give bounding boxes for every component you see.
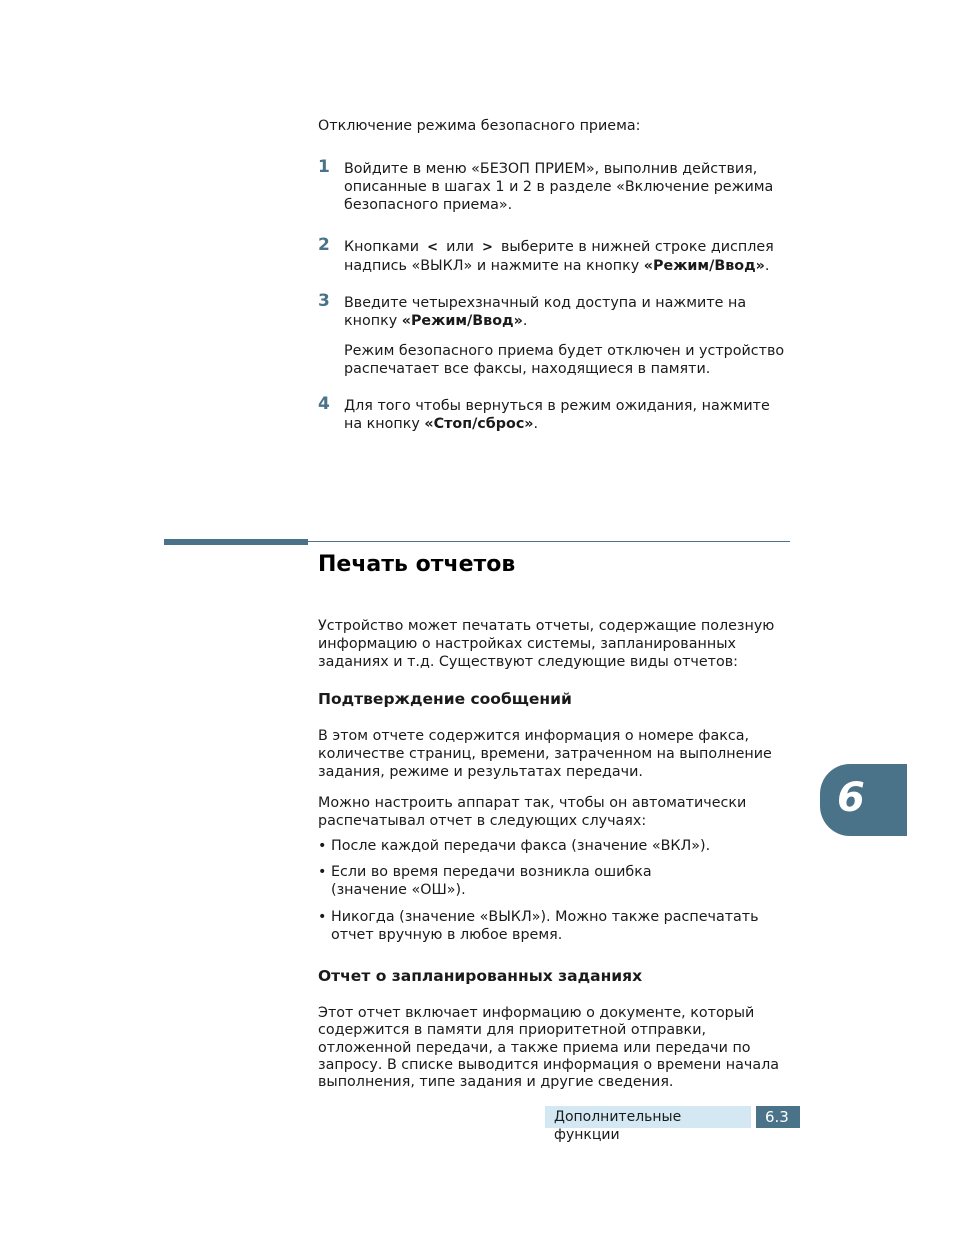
list-item-text: отчет вручную в любое время. (331, 927, 563, 943)
section-rule-thick (164, 539, 308, 545)
punct: . (533, 416, 539, 432)
step-text: на кнопку (344, 416, 425, 432)
list-item-text: После каждой передачи факса (значение «ВКЛ»). (331, 838, 711, 854)
step-line: Войдите в меню «БЕЗОП ПРИЕМ», выполнив действия, (344, 161, 758, 177)
chevron-left-icon: < (427, 240, 439, 255)
step-4 (344, 397, 804, 433)
para-line: В этом отчете содержится информация о номере факса, (318, 728, 750, 744)
para-line: отложенной передачи, а также приема или передачи по (318, 1039, 751, 1056)
step-2 (344, 238, 804, 275)
step-text: Введите четырехзначный код доступа и нажмите на (344, 295, 747, 311)
para-line: заданиях и т.д. Существуют следующие виды отчетов: (318, 654, 738, 670)
step-number: 3 (318, 291, 330, 311)
chapter-number: 6 (837, 775, 865, 821)
para-line: распечатывал отчет в следующих случаях: (318, 813, 647, 829)
list-item (318, 837, 798, 855)
subsection-para (318, 1005, 798, 1091)
list-item (318, 908, 798, 944)
para-line: выполнения, типе задания и другие сведения. (318, 1074, 674, 1091)
step-3 (344, 294, 804, 330)
step-text: кнопку (344, 313, 402, 329)
button-name: «Стоп/сброс» (424, 416, 534, 432)
para-line: информацию о настройках системы, запланированных (318, 636, 736, 652)
bullet-icon: • (318, 909, 327, 925)
para-line: количестве страниц, времени, затраченном на выполнение (318, 746, 772, 762)
step-3-note (344, 342, 804, 378)
step-text: надпись «ВЫКЛ» и нажмите на кнопку (344, 258, 644, 274)
punct: . (522, 313, 528, 329)
section-title: Печать отчетов (318, 552, 516, 577)
para-line: задания, режиме и результатах передачи. (318, 764, 643, 780)
section-rule-thin (308, 541, 790, 542)
step-number: 1 (318, 157, 330, 177)
chapter-tab (820, 764, 907, 836)
punct: . (764, 258, 770, 274)
note-line: распечатает все факсы, находящиеся в памяти. (344, 361, 711, 377)
section-intro (318, 617, 798, 671)
page-number-box (756, 1106, 800, 1128)
subsection-para (318, 727, 798, 781)
step-text: выберите в нижней строке дисплея (501, 239, 774, 255)
button-name: «Режим/Ввод» (643, 258, 765, 274)
footer-label-box (545, 1106, 751, 1143)
subsection-title: Отчет о запланированных заданиях (318, 967, 643, 985)
list-item-text: Если во время передачи возникла ошибка (331, 864, 652, 880)
step-line: безопасного приема». (344, 197, 513, 213)
para-line: Этот отчет включает информацию о документе, который (318, 1005, 755, 1021)
footer-label: Дополнительные функции (554, 1109, 682, 1143)
step-number: 2 (318, 235, 330, 255)
subsection-para (318, 794, 798, 830)
para-line: запросу. В списке выводится информация о времени начала (318, 1056, 779, 1073)
step-text: или (446, 239, 474, 255)
button-name: «Режим/Ввод» (401, 313, 523, 329)
subsection-title: Подтверждение сообщений (318, 690, 572, 708)
chevron-right-icon: > (482, 240, 493, 255)
step-text: Для того чтобы вернуться в режим ожидания, нажмите (344, 398, 770, 414)
step-number: 4 (318, 394, 330, 414)
list-item-text: Никогда (значение «ВЫКЛ»). Можно также распечатать (331, 909, 759, 925)
list-item-text: (значение «ОШ»). (331, 882, 466, 898)
para-line: содержится в памяти для приоритетной отправки, (318, 1022, 707, 1039)
para-line: Устройство может печатать отчеты, содержащие полезную (318, 618, 775, 634)
bullet-icon: • (318, 838, 327, 854)
step-text: Кнопками (344, 239, 420, 255)
bullet-icon: • (318, 864, 327, 880)
step-1 (344, 160, 804, 214)
para-line: Можно настроить аппарат так, чтобы он автоматически (318, 795, 747, 811)
page-number: 6.3 (765, 1108, 789, 1126)
step-line: описанные в шагах 1 и 2 в разделе «Включение режима (344, 179, 774, 195)
intro-heading: Отключение режима безопасного приема: (318, 118, 641, 134)
note-line: Режим безопасного приема будет отключен и устройство (344, 343, 785, 359)
list-item (318, 863, 798, 899)
